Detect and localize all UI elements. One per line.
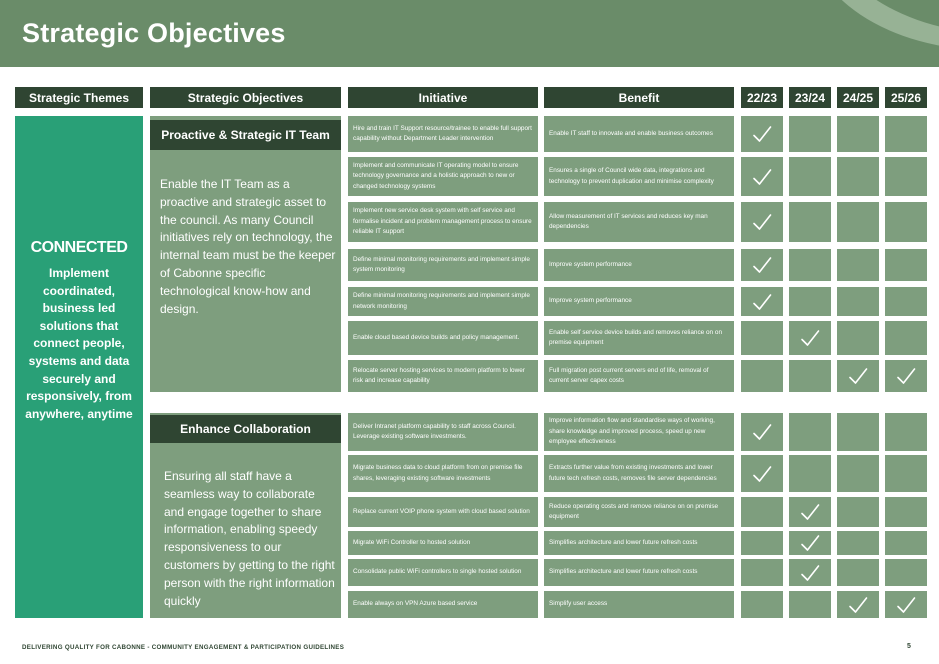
year-cell	[741, 249, 783, 281]
checkmark-icon	[752, 422, 772, 442]
initiative-text: Migrate WiFi Controller to hosted solution	[353, 538, 471, 546]
initiative-text: Relocate server hosting services to modern platform to lower risk and increase capability	[353, 366, 525, 384]
initiative-text: Define minimal monitoring requirements and implement simple network monitoring	[353, 292, 530, 310]
checkmark-icon	[800, 533, 820, 553]
initiative-text: Implement and communicate IT operating model to ensure technology governance and a holistic approach to new or changed technology systems	[353, 161, 519, 190]
benefit-cell	[544, 249, 734, 281]
theme-panel	[15, 116, 143, 618]
year-cell	[741, 559, 783, 586]
benefit-cell	[544, 116, 734, 152]
year-cell	[837, 157, 879, 196]
initiative-cell	[348, 116, 538, 152]
year-cell	[741, 157, 783, 196]
year-cell	[837, 321, 879, 355]
benefit-cell	[544, 559, 734, 586]
checkmark-icon	[896, 366, 916, 386]
page-title: Strategic Objectives	[22, 18, 286, 48]
year-cell	[837, 249, 879, 281]
initiative-text: Deliver Intranet platform capability to staff across Council. Leverage existing software investments.	[353, 422, 516, 440]
checkmark-icon	[752, 212, 772, 232]
year-cell	[885, 287, 927, 316]
benefit-cell	[544, 321, 734, 355]
year-cell	[837, 531, 879, 555]
checkmark-icon	[800, 563, 820, 583]
initiative-text: Define minimal monitoring requirements and implement simple system monitoring	[353, 255, 530, 273]
year-cell	[885, 321, 927, 355]
theme-description: Implement coordinated, business led solutions that connect people, systems and data securely and responsively, from anywhere, anytime	[25, 266, 133, 421]
benefit-cell	[544, 455, 734, 492]
checkmark-icon	[752, 167, 772, 187]
initiative-cell	[348, 321, 538, 355]
year-cell	[837, 455, 879, 492]
year-cell	[789, 202, 831, 242]
benefit-text: Ensures a single of Council wide data, integrations and technology to prevent duplication and minimise complexity	[549, 167, 714, 185]
header-strategic-objectives: Strategic Objectives	[150, 87, 341, 108]
objective-title-1: Proactive & Strategic IT Team	[150, 120, 341, 150]
checkmark-icon	[800, 502, 820, 522]
year-cell	[885, 591, 927, 618]
year-cell	[741, 455, 783, 492]
year-cell	[885, 455, 927, 492]
year-cell	[885, 559, 927, 586]
benefit-text: Extracts further value from existing investments and lower future tech refresh costs, removes file server dependencies	[549, 464, 717, 482]
year-cell	[741, 202, 783, 242]
initiative-cell	[348, 591, 538, 618]
year-cell	[789, 157, 831, 196]
benefit-text: Enable self service device builds and removes reliance on on premise equipment	[549, 328, 722, 346]
year-cell	[837, 287, 879, 316]
benefit-text: Allow measurement of IT services and reduces key man dependencies	[549, 212, 708, 230]
theme-title: CONNECTED	[30, 239, 128, 256]
year-cell	[741, 413, 783, 451]
year-cell	[741, 497, 783, 527]
footer-text: DELIVERING QUALITY FOR CABONNE - COMMUNITY ENGAGEMENT & PARTICIPATION GUIDELINES	[22, 644, 345, 651]
year-cell	[789, 531, 831, 555]
year-cell	[789, 321, 831, 355]
year-cell	[837, 116, 879, 152]
initiative-cell	[348, 157, 538, 196]
year-cell	[741, 321, 783, 355]
year-cell	[789, 116, 831, 152]
year-cell	[789, 591, 831, 618]
benefit-text: Improve system performance	[549, 297, 632, 305]
year-cell	[885, 116, 927, 152]
initiative-cell	[348, 559, 538, 586]
initiative-text: Enable always on VPN Azure based service	[353, 600, 478, 608]
benefit-cell	[544, 497, 734, 527]
header-year-25-26: 25/26	[885, 87, 927, 108]
benefit-text: Simplifies architecture and lower future refresh costs	[549, 568, 698, 576]
year-cell	[789, 413, 831, 451]
checkmark-icon	[752, 292, 772, 312]
year-cell	[789, 455, 831, 492]
checkmark-icon	[800, 328, 820, 348]
initiative-text: Replace current VOIP phone system with cloud based solution	[353, 507, 530, 515]
year-cell	[741, 360, 783, 392]
initiative-cell	[348, 287, 538, 316]
initiative-cell	[348, 413, 538, 451]
benefit-cell	[544, 360, 734, 392]
initiative-text: Implement new service desk system with self service and formalise incident and problem management process to ensure reliable IT support	[353, 207, 532, 236]
year-cell	[885, 360, 927, 392]
benefit-text: Simplify user access	[549, 600, 608, 608]
initiative-text: Enable cloud based device builds and policy management.	[353, 333, 520, 341]
year-cell	[837, 497, 879, 527]
objective-description-1: Enable the IT Team as a proactive and strategic asset to the council. As many Council initiatives rely on technology, the internal team must be the keeper of Cabonne specific technological know-how and design.	[160, 177, 336, 316]
checkmark-icon	[752, 255, 772, 275]
year-cell	[741, 287, 783, 316]
header-year-24-25: 24/25	[837, 87, 879, 108]
year-cell	[789, 360, 831, 392]
year-cell	[885, 413, 927, 451]
benefit-text: Enable IT staff to innovate and enable business outcomes	[549, 129, 713, 137]
header-banner	[0, 0, 939, 67]
benefit-cell	[544, 202, 734, 242]
initiative-text: Hire and train IT Support resource/trainee to enable full support capability without Department Leader intervention	[353, 124, 532, 142]
year-cell	[789, 559, 831, 586]
benefit-text: Reduce operating costs and remove reliance on on premise equipment	[549, 502, 719, 520]
initiative-cell	[348, 360, 538, 392]
benefit-cell	[544, 591, 734, 618]
checkmark-icon	[848, 595, 868, 615]
initiative-text: Migrate business data to cloud platform from on premise file shares, leveraging existing software investments	[353, 464, 523, 482]
year-cell	[885, 497, 927, 527]
initiative-cell	[348, 202, 538, 242]
header-year-22-23: 22/23	[741, 87, 783, 108]
year-cell	[885, 249, 927, 281]
year-cell	[741, 591, 783, 618]
benefit-cell	[544, 287, 734, 316]
benefit-text: Simplifies architecture and lower future refresh costs	[549, 538, 698, 546]
year-cell	[885, 202, 927, 242]
benefit-cell	[544, 157, 734, 196]
year-cell	[837, 591, 879, 618]
checkmark-icon	[752, 464, 772, 484]
header-strategic-themes: Strategic Themes	[15, 87, 143, 108]
benefit-text: Improve information flow and standardise ways of working, share knowledge and improved process, speed up new employee effectiveness	[549, 417, 715, 446]
checkmark-icon	[848, 366, 868, 386]
year-cell	[741, 116, 783, 152]
header-initiative: Initiative	[348, 87, 538, 108]
year-cell	[837, 360, 879, 392]
page-number: 5	[907, 643, 911, 650]
benefit-cell	[544, 531, 734, 555]
benefit-cell	[544, 413, 734, 451]
initiative-cell	[348, 455, 538, 492]
objective-description-2: Ensuring all staff have a seamless way to collaborate and engage together to share information, enabling speedy responsiveness to our customers by getting to the right person with the right information quickly	[164, 469, 335, 608]
year-cell	[885, 157, 927, 196]
initiative-cell	[348, 497, 538, 527]
year-cell	[789, 249, 831, 281]
year-cell	[789, 287, 831, 316]
year-cell	[837, 202, 879, 242]
year-cell	[741, 531, 783, 555]
benefit-text: Improve system performance	[549, 260, 632, 268]
year-cell	[837, 559, 879, 586]
initiative-cell	[348, 249, 538, 281]
benefit-text: Full migration post current servers end of life, removal of current server capex costs	[549, 366, 709, 384]
header-benefit: Benefit	[544, 87, 734, 108]
header-year-23-24: 23/24	[789, 87, 831, 108]
checkmark-icon	[896, 595, 916, 615]
year-cell	[885, 531, 927, 555]
year-cell	[789, 497, 831, 527]
initiative-text: Consolidate public WiFi controllers to single hosted solution	[353, 568, 522, 576]
year-cell	[837, 413, 879, 451]
initiative-cell	[348, 531, 538, 555]
objective-title-2: Enhance Collaboration	[150, 415, 341, 443]
checkmark-icon	[752, 124, 772, 144]
